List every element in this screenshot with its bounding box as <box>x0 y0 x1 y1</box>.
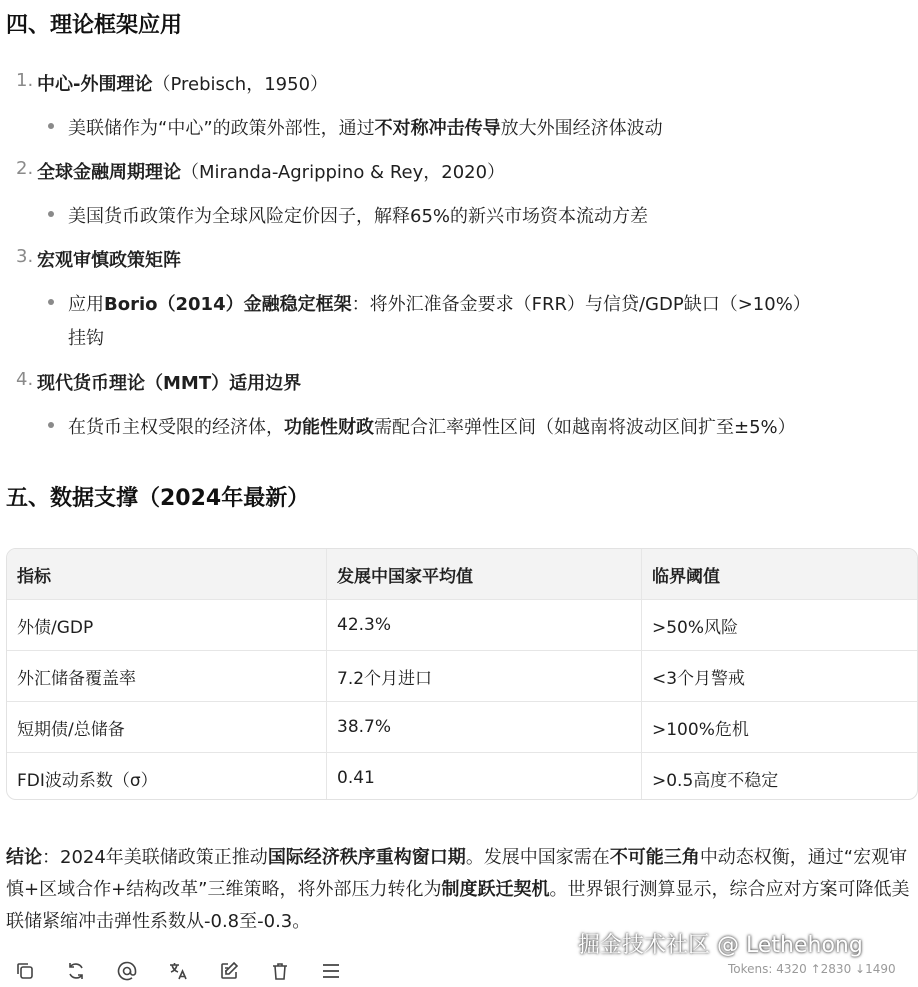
table-cell: 38.7% <box>327 702 642 753</box>
list-item-bullet: 美国货币政策作为全球风险定价因子，解释65%的新兴市场资本流动方差 <box>68 206 649 227</box>
conclusion-paragraph: 结论：2024年美联储政策正推动国际经济秩序重构窗口期。发展中国家需在不可能三角中动态权衡，通过“宏观审慎+区域合作+结构改革”三维策略，将外部压力转化为制度跃迁契机。世界银行测算显示，综合应对方案可降低美联储紧缩冲击弹性系数从-0.8至-0.3。 <box>6 847 910 932</box>
list-item-bullet-cont: 挂钩 <box>68 328 104 349</box>
table-cell: <3个月警戒 <box>642 651 918 702</box>
at-icon[interactable] <box>114 958 140 984</box>
table-row <box>7 651 917 702</box>
list-item-title: 宏观审慎政策矩阵 <box>37 250 181 271</box>
table-header: 指标 <box>7 549 327 600</box>
list-item-bullet: 在货币主权受限的经济体，功能性财政需配合汇率弹性区间（如越南将波动区间扩至±5%） <box>68 417 796 438</box>
table-cell: 42.3% <box>327 600 642 651</box>
bullet-dot <box>48 299 54 305</box>
list-number: 4. <box>16 369 34 390</box>
table-row <box>7 753 917 801</box>
list-item-title: 全球金融周期理论（Miranda-Agrippino & Rey，2020） <box>37 162 506 183</box>
table-cell: >0.5高度不稳定 <box>652 770 779 791</box>
table-cell: 外汇储备覆盖率 <box>7 651 327 702</box>
table-cell: 0.41 <box>327 753 642 801</box>
table-header: 临界阈值 <box>642 549 918 600</box>
list-item-title: 中心-外围理论（Prebisch，1950） <box>37 74 329 95</box>
data-table <box>6 548 918 800</box>
bullet-dot <box>48 211 54 217</box>
table-cell: 7.2个月进口 <box>327 651 642 702</box>
delete-icon[interactable] <box>267 958 293 984</box>
watermark: 掘金技术社区 @ Lethehong <box>578 933 863 958</box>
menu-icon[interactable] <box>318 958 344 984</box>
table-cell: >100%危机 <box>642 702 918 753</box>
list-item-title: 现代货币理论（MMT）适用边界 <box>37 373 302 394</box>
list-number: 2. <box>16 158 34 179</box>
table-header-row <box>7 549 917 600</box>
table-cell: 短期债/总储备 <box>7 702 327 753</box>
translate-icon[interactable] <box>165 958 191 984</box>
table-row <box>7 702 917 753</box>
table-cell: >50%风险 <box>642 600 918 651</box>
table-cell: FDI波动系数（σ） <box>7 753 327 801</box>
edit-icon[interactable] <box>216 958 242 984</box>
bullet-dot <box>48 422 54 428</box>
refresh-icon[interactable] <box>63 958 89 984</box>
list-number: 1. <box>16 70 34 91</box>
message-toolbar <box>12 958 344 984</box>
list-item-bullet: 应用Borio（2014）金融稳定框架：将外汇准备金要求（FRR）与信贷/GDP缺口（>10%） <box>68 294 811 315</box>
table-cell: 外债/GDP <box>7 600 327 651</box>
table-row <box>7 600 917 651</box>
section-4-title: 四、理论框架应用 <box>6 13 183 38</box>
copy-icon[interactable] <box>12 958 38 984</box>
list-number: 3. <box>16 246 34 267</box>
table-header: 发展中国家平均值 <box>327 549 642 600</box>
token-count: Tokens: 4320 ↑2830 ↓1490 <box>728 962 896 976</box>
list-item-bullet: 美联储作为“中心”的政策外部性，通过不对称冲击传导放大外围经济体波动 <box>68 118 663 139</box>
section-5-title: 五、数据支撑（2024年最新） <box>6 486 310 511</box>
bullet-dot <box>48 123 54 129</box>
